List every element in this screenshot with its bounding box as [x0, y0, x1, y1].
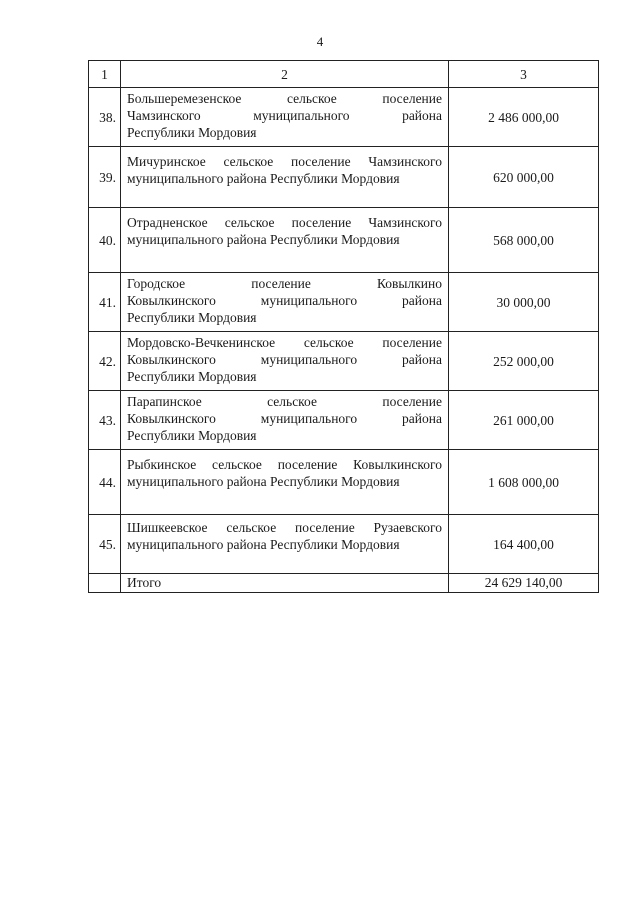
- settlement-name: [121, 515, 449, 574]
- table-row: [89, 332, 599, 391]
- name-line: Республики Мордовия: [127, 125, 257, 140]
- name-line: Мордовско-Вечкенинское сельское поселение: [127, 335, 442, 350]
- amount: 2 486 000,00: [449, 88, 599, 147]
- amount: 620 000,00: [449, 147, 599, 208]
- name-line: Чамзинского муниципального района: [127, 108, 442, 123]
- total-row: [89, 574, 599, 593]
- row-number: 43.: [89, 391, 121, 450]
- row-number: 39.: [89, 147, 121, 208]
- name-line: Ковылкинского муниципального района: [127, 352, 442, 367]
- settlement-name: [121, 208, 449, 273]
- name-line: Отрадненское сельское поселение Чамзинского: [127, 215, 442, 230]
- row-number: 38.: [89, 88, 121, 147]
- row-number: 45.: [89, 515, 121, 574]
- row-number: 42.: [89, 332, 121, 391]
- total-empty-cell: [89, 574, 121, 593]
- table-row: [89, 273, 599, 332]
- amount: 1 608 000,00: [449, 450, 599, 515]
- header-col-3: 3: [449, 61, 599, 88]
- row-number: 40.: [89, 208, 121, 273]
- name-line: Большеремезенское сельское поселение: [127, 91, 442, 106]
- allocation-table: [88, 60, 599, 593]
- amount: 261 000,00: [449, 391, 599, 450]
- name-line: муниципального района Республики Мордовия: [127, 537, 400, 552]
- total-label: Итого: [121, 574, 449, 593]
- page-number: 4: [316, 34, 324, 49]
- amount: 252 000,00: [449, 332, 599, 391]
- name-line: Мичуринское сельское поселение Чамзинского: [127, 154, 442, 169]
- header-col-2: 2: [121, 61, 449, 88]
- name-line: Рыбкинское сельское поселение Ковылкинского: [127, 457, 442, 472]
- settlement-name: [121, 450, 449, 515]
- amount: 568 000,00: [449, 208, 599, 273]
- name-line: Республики Мордовия: [127, 369, 257, 384]
- name-line: Шишкеевское сельское поселение Рузаевского: [127, 520, 442, 535]
- table-header-row: [89, 61, 599, 88]
- table-row: [89, 208, 599, 273]
- name-line: муниципального района Республики Мордовия: [127, 474, 400, 489]
- amount: 164 400,00: [449, 515, 599, 574]
- table-row: [89, 515, 599, 574]
- header-col-1: 1: [89, 61, 121, 88]
- settlement-name: [121, 147, 449, 208]
- table-row: [89, 88, 599, 147]
- row-number: 41.: [89, 273, 121, 332]
- name-line: муниципального района Республики Мордовия: [127, 171, 400, 186]
- name-line: Республики Мордовия: [127, 310, 257, 325]
- name-line: Городское поселение Ковылкино: [127, 276, 442, 291]
- settlement-name: [121, 391, 449, 450]
- row-number: 44.: [89, 450, 121, 515]
- table-row: [89, 391, 599, 450]
- name-line: муниципального района Республики Мордовия: [127, 232, 400, 247]
- settlement-name: [121, 332, 449, 391]
- total-amount: 24 629 140,00: [449, 574, 599, 593]
- name-line: Парапинское сельское поселение: [127, 394, 442, 409]
- settlement-name: [121, 88, 449, 147]
- name-line: Ковылкинского муниципального района: [127, 411, 442, 426]
- amount: 30 000,00: [449, 273, 599, 332]
- name-line: Республики Мордовия: [127, 428, 257, 443]
- name-line: Ковылкинского муниципального района: [127, 293, 442, 308]
- table-row: [89, 450, 599, 515]
- settlement-name: [121, 273, 449, 332]
- table-row: [89, 147, 599, 208]
